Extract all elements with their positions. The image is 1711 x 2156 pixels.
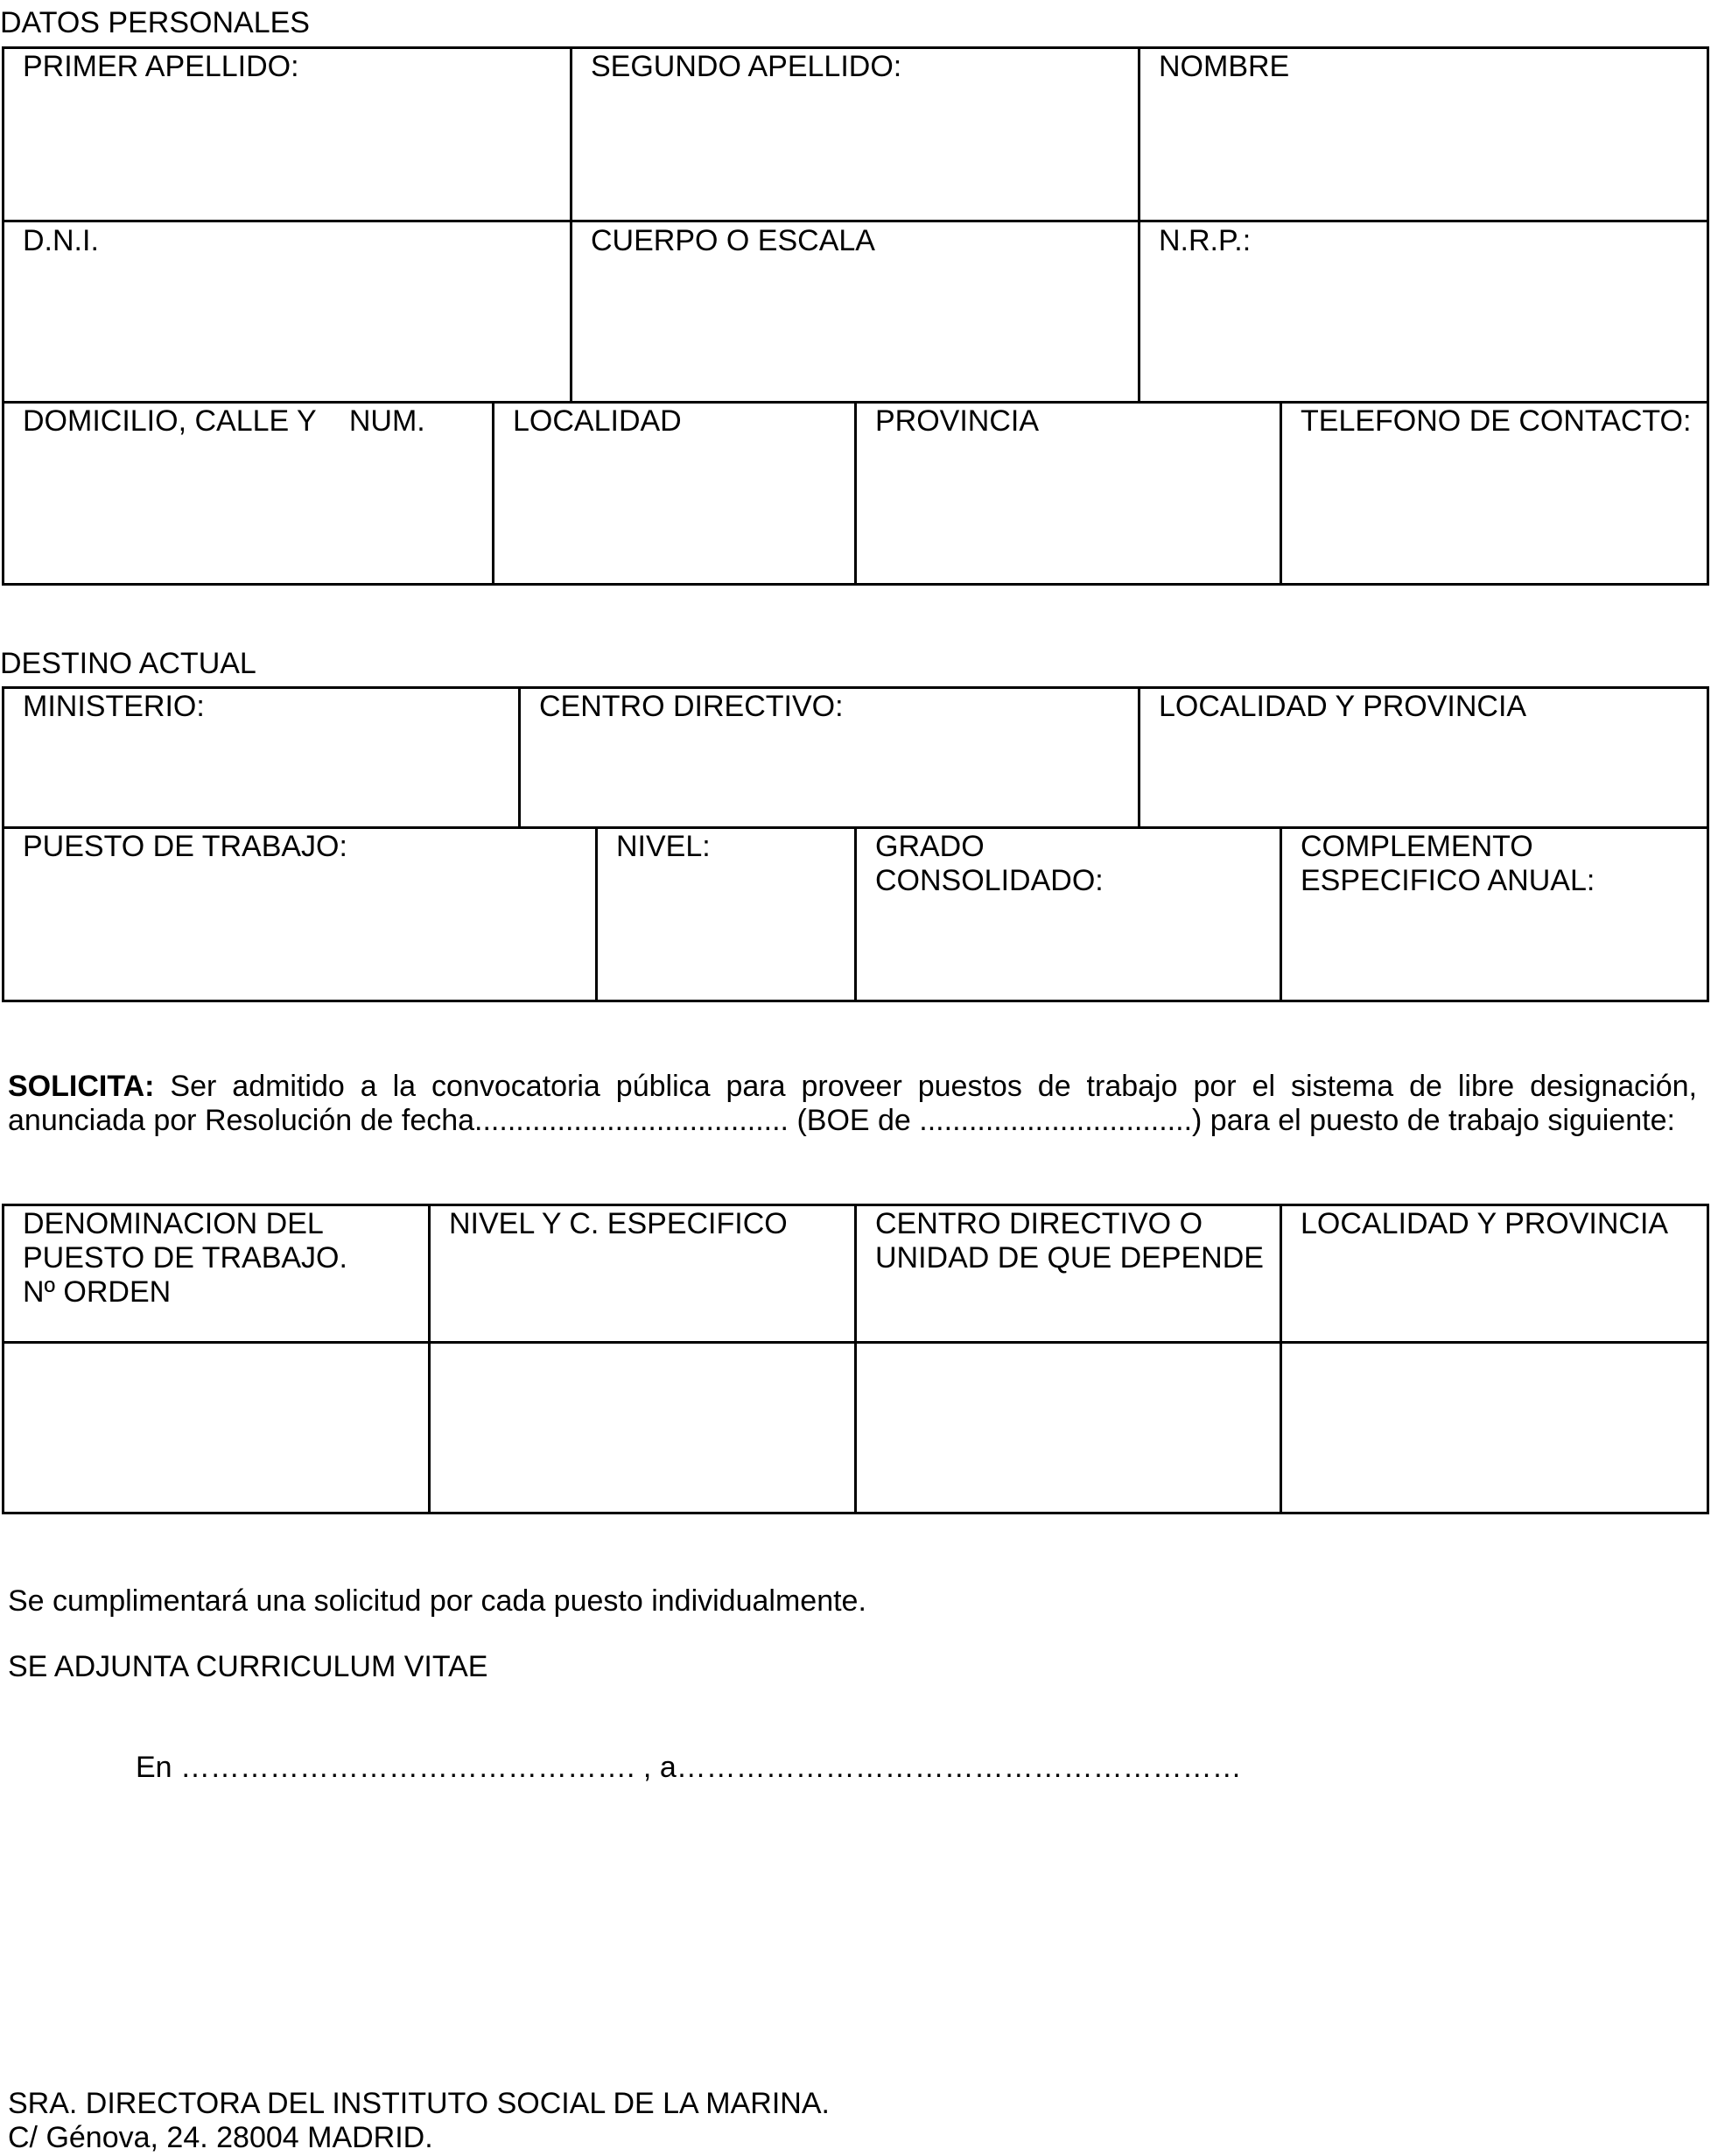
puesto-trabajo-field[interactable]: PUESTO DE TRABAJO: [23, 830, 347, 863]
divider [854, 826, 857, 1002]
divider [1280, 1204, 1282, 1514]
solicita-label: SOLICITA: [8, 1070, 155, 1103]
complemento-especifico-field[interactable]: COMPLEMENTO ESPECIFICO ANUAL: [1301, 830, 1595, 897]
dni-field[interactable]: D.N.I. [23, 224, 99, 257]
note-curriculum: SE ADJUNTA CURRICULUM VITAE [8, 1650, 488, 1683]
nrp-field[interactable]: N.R.P.: [1159, 224, 1252, 257]
divider [1138, 46, 1140, 402]
centro-directivo-cell[interactable] [875, 1345, 1269, 1507]
divider [595, 826, 598, 1002]
divider [1138, 686, 1140, 827]
solicita-text: Ser admitido a la convocatoria pública para proveer puestos de trabajo por el sistema de libre designación, anunciada por Resolución de fecha...................................... (BOE de .................................) para el puesto de trabajo siguiente: [8, 1070, 1697, 1137]
localidad-provincia-field[interactable]: LOCALIDAD Y PROVINCIA [1159, 690, 1527, 723]
segundo-apellido-field[interactable]: SEGUNDO APELLIDO: [591, 50, 902, 83]
nivel-field[interactable]: NIVEL: [616, 830, 711, 863]
denominacion-cell[interactable] [23, 1345, 417, 1507]
divider [1280, 826, 1282, 1002]
divider [2, 220, 1709, 222]
nivel-especifico-cell[interactable] [449, 1345, 843, 1507]
section-heading-datos-personales: DATOS PERSONALES [0, 6, 310, 39]
divider [854, 1204, 857, 1514]
signature-line: En ………………………………………. , a………………………………………………… [136, 1751, 1242, 1784]
centro-directivo-field[interactable]: CENTRO DIRECTIVO: [539, 690, 844, 723]
divider [1280, 401, 1282, 586]
localidad-provincia-header: LOCALIDAD Y PROVINCIA [1301, 1207, 1669, 1240]
localidad-provincia-cell[interactable] [1301, 1345, 1694, 1507]
nombre-field[interactable]: NOMBRE [1159, 50, 1290, 83]
primer-apellido-field[interactable]: PRIMER APELLIDO: [23, 50, 299, 83]
divider [428, 1204, 431, 1514]
localidad-field[interactable]: LOCALIDAD [513, 404, 682, 438]
centro-directivo-header: CENTRO DIRECTIVO O UNIDAD DE QUE DEPENDE [875, 1207, 1264, 1275]
domicilio-field[interactable]: DOMICILIO, CALLE Y NUM. [23, 404, 425, 438]
nivel-especifico-header: NIVEL Y C. ESPECIFICO [449, 1207, 788, 1240]
ministerio-field[interactable]: MINISTERIO: [23, 690, 205, 723]
divider [492, 401, 494, 586]
cuerpo-escala-field[interactable]: CUERPO O ESCALA [591, 224, 875, 257]
telefono-field[interactable]: TELEFONO DE CONTACTO: [1301, 404, 1692, 438]
provincia-field[interactable]: PROVINCIA [875, 404, 1040, 438]
addressee-line-1: SRA. DIRECTORA DEL INSTITUTO SOCIAL DE LA MARINA. [8, 2087, 830, 2120]
grado-consolidado-field[interactable]: GRADO CONSOLIDADO: [875, 830, 1104, 897]
section-heading-destino-actual: DESTINO ACTUAL [0, 647, 256, 680]
addressee-line-2: C/ Génova, 24. 28004 MADRID. [8, 2121, 433, 2154]
divider [854, 401, 857, 586]
note-individual: Se cumplimentará una solicitud por cada puesto individualmente. [8, 1584, 866, 1618]
divider [518, 686, 521, 827]
solicita-paragraph [8, 1070, 1697, 1138]
divider [570, 46, 572, 402]
denominacion-header: DENOMINACION DEL PUESTO DE TRABAJO. Nº ORDEN [23, 1207, 347, 1309]
